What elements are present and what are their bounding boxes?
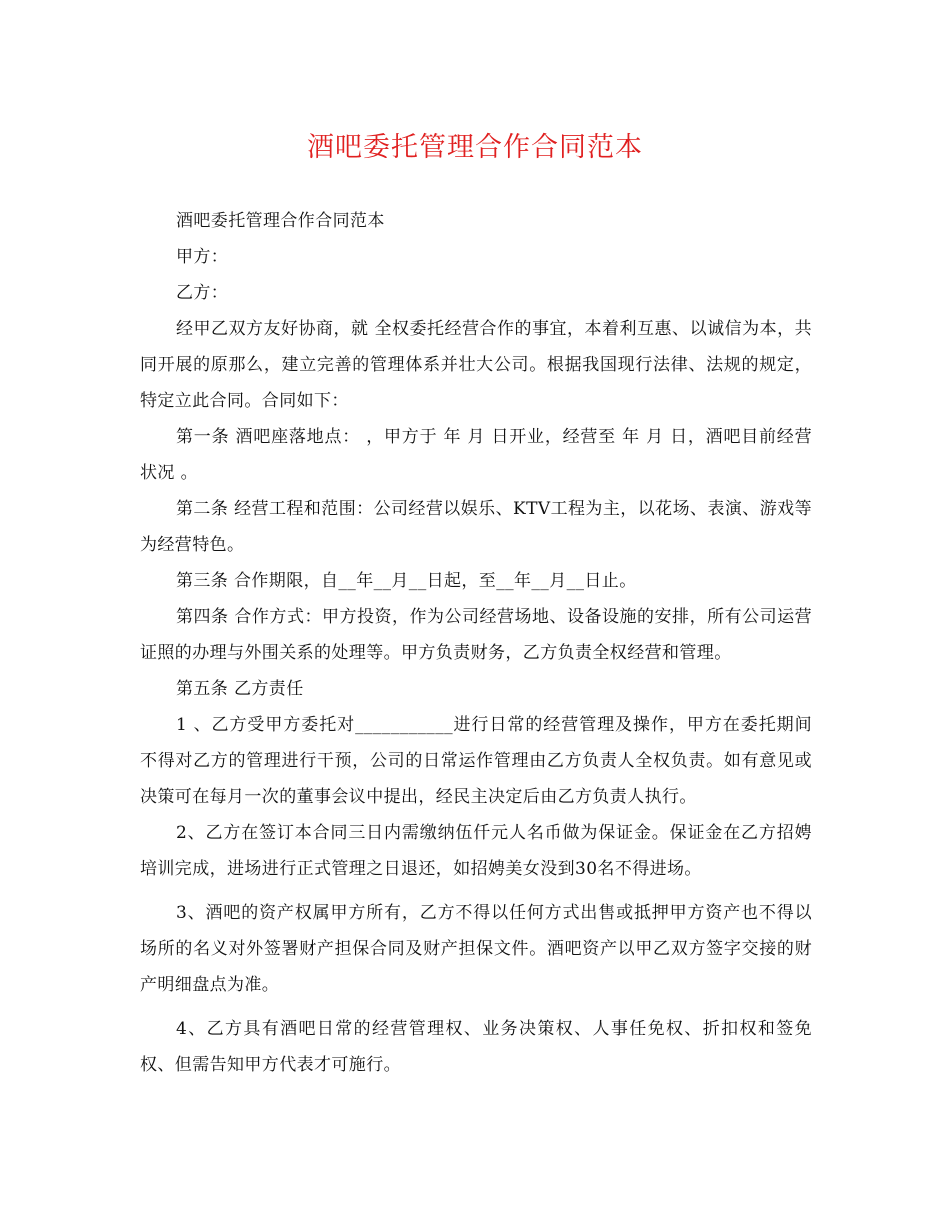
paragraph-party-b: 乙方： <box>176 283 229 303</box>
paragraph-preamble: 经甲乙双方友好协商，就 全权委托经营合作的事宜，本着利互惠、以诚信为本，共同开展的原那么，建立完善的管理体系并壮大公司。根据我国现行法律、法规的规定，特定立此合同。合同如下： <box>140 319 812 411</box>
paragraph-clause-2: 2、乙方在签订本合同三日内需缴纳伍仟元人名币做为保证金。保证金在乙方招娉培训完成，进场进行正式管理之日退还，如招娉美女没到30名不得进场。 <box>140 823 812 879</box>
paragraph-article-1: 第一条 酒吧座落地点： ，甲方于 年 月 日开业，经营至 年 月 日，酒吧目前经营状况 。 <box>140 427 812 483</box>
paragraph-clause-3: 3、酒吧的资产权属甲方所有，乙方不得以任何方式出售或抵押甲方资产也不得以场所的名义对外签署财产担保合同及财产担保文件。酒吧资产以甲乙双方签字交接的财产明细盘点为准。 <box>140 903 812 995</box>
paragraph-article-2: 第二条 经营工程和范围：公司经营以娱乐、KTV工程为主，以花场、表演、游戏等为经营特色。 <box>140 499 812 555</box>
paragraph-article-5: 第五条 乙方责任 <box>176 679 304 699</box>
document-title: 酒吧委托管理合作合同范本 <box>307 132 643 163</box>
paragraph-article-3: 第三条 合作期限，自__年__月__日起，至__年__月__日止。 <box>176 571 637 591</box>
paragraph-party-a: 甲方： <box>176 247 229 267</box>
paragraph-heading: 酒吧委托管理合作合同范本 <box>176 211 385 231</box>
paragraph-clause-1: 1 、乙方受甲方委托对___________进行日常的经营管理及操作，甲方在委托期间不得对乙方的管理进行干预，公司的日常运作管理由乙方负责人全权负责。如有意见或决策可在每月一次的董事会议中提出，经民主决定后由乙方负责人执行。 <box>140 715 812 807</box>
paragraph-article-4: 第四条 合作方式：甲方投资，作为公司经营场地、设备设施的安排，所有公司运营证照的办理与外围关系的处理等。甲方负责财务，乙方负责全权经营和管理。 <box>140 607 812 663</box>
paragraph-clause-4: 4、乙方具有酒吧日常的经营管理权、业务决策权、人事任免权、折扣权和签免权、但需告知甲方代表才可施行。 <box>140 1019 812 1075</box>
document-body <box>140 203 812 1083</box>
